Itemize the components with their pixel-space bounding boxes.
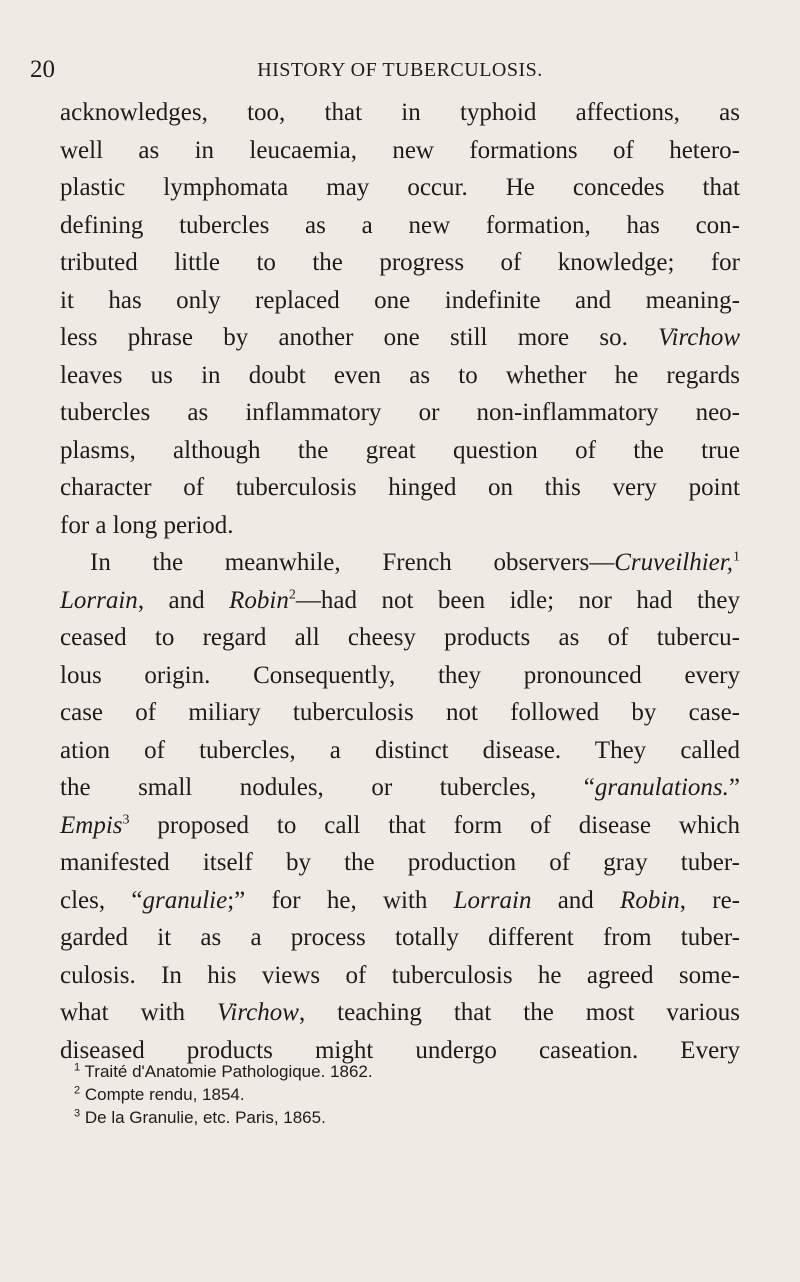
author-name: Lorrain <box>60 586 138 614</box>
italic-term: granulations. <box>594 774 729 801</box>
footnote-ref: 2 <box>288 587 296 603</box>
author-name: Robin <box>620 886 680 914</box>
text-line: garded it as a process totally different from tuber- <box>60 924 740 951</box>
text-line: case of miliary tuberculosis not followed by case- <box>60 699 740 726</box>
text-line: plastic lymphomata may occur. He concedes that <box>60 174 740 201</box>
page-header <box>30 56 770 86</box>
italic-term: granulie <box>142 886 228 914</box>
footnote-mark: 2 <box>74 1084 81 1097</box>
footnote-mark: 3 <box>74 1107 81 1120</box>
text-line <box>60 582 740 620</box>
page-number: 20 <box>30 56 55 83</box>
text-span: , teaching that the most various <box>298 999 740 1026</box>
footnote-mark: 1 <box>74 1061 81 1074</box>
footnote-ref: 3 <box>122 812 130 828</box>
text-span: In the meanwhile, French observers— <box>90 549 615 576</box>
author-name: Lorrain <box>453 886 532 914</box>
text-line: acknowledges, too, that in typhoid affections, as <box>60 99 740 126</box>
footnote <box>74 1060 694 1083</box>
text-line <box>60 882 740 920</box>
text-line: well as in leucaemia, new formations of hetero- <box>60 136 740 164</box>
footnote <box>74 1106 694 1129</box>
text-line: tubercles as inflammatory or non-inflammatory neo- <box>60 399 740 426</box>
text-line: plasms, although the great question of the true <box>60 436 740 464</box>
footnotes <box>74 1060 694 1129</box>
text-span: what with <box>60 999 217 1026</box>
text-line: for a long period. <box>60 511 234 539</box>
author-name: Empis <box>60 811 123 839</box>
text-line <box>60 994 740 1032</box>
text-span: ” <box>728 774 740 801</box>
text-line <box>60 769 740 807</box>
text-line: tributed little to the progress of knowledge; for <box>60 249 740 276</box>
text-span: proposed to call that form of disease which <box>129 811 740 839</box>
text-line: ceased to regard all cheesy products as of tubercu- <box>60 624 740 651</box>
text-line: diseased products might undergo caseation. Every <box>60 1036 740 1064</box>
text-line: it has only replaced one indefinite and meaning- <box>60 286 740 314</box>
author-name: Virchow <box>217 999 299 1026</box>
text-line <box>60 807 740 845</box>
text-span: —had not been idle; nor had they <box>295 586 740 614</box>
footnote <box>74 1083 694 1106</box>
text-span: , re- <box>679 886 741 914</box>
footnote-ref: 1 <box>733 549 740 565</box>
author-name: Cruveilhier, <box>614 549 733 576</box>
body-text <box>60 94 740 1069</box>
text-line <box>60 544 740 582</box>
text-line: defining tubercles as a new formation, has con- <box>60 211 740 239</box>
text-span: ;” for he, with <box>227 886 454 914</box>
footnote-text: De la Granulie, etc. Paris, 1865. <box>84 1108 326 1127</box>
text-line: lous origin. Consequently, they pronounced every <box>60 661 740 689</box>
text-line <box>60 319 740 357</box>
text-span: cles, “ <box>60 886 143 914</box>
text-span: the small nodules, or tubercles, “ <box>60 774 595 801</box>
text-span: and <box>531 886 621 914</box>
author-name: Robin <box>229 586 289 614</box>
running-title: HISTORY OF TUBERCULOSIS. <box>257 59 543 81</box>
footnote-text: Traité d'Anatomie Pathologique. 1862. <box>84 1062 373 1081</box>
text-line: culosis. In his views of tuberculosis he agreed some- <box>60 961 740 989</box>
author-name: Virchow <box>658 324 741 351</box>
text-span: , and <box>137 586 230 614</box>
text-line: character of tuberculosis hinged on this very point <box>60 474 740 501</box>
text-line: ation of tubercles, a distinct disease. They called <box>60 736 740 764</box>
text-span: less phrase by another one still more so. <box>60 324 628 351</box>
footnote-text: Compte rendu, 1854. <box>84 1085 245 1104</box>
text-line: leaves us in doubt even as to whether he regards <box>60 361 740 389</box>
text-line: manifested itself by the production of gray tuber- <box>60 849 740 876</box>
